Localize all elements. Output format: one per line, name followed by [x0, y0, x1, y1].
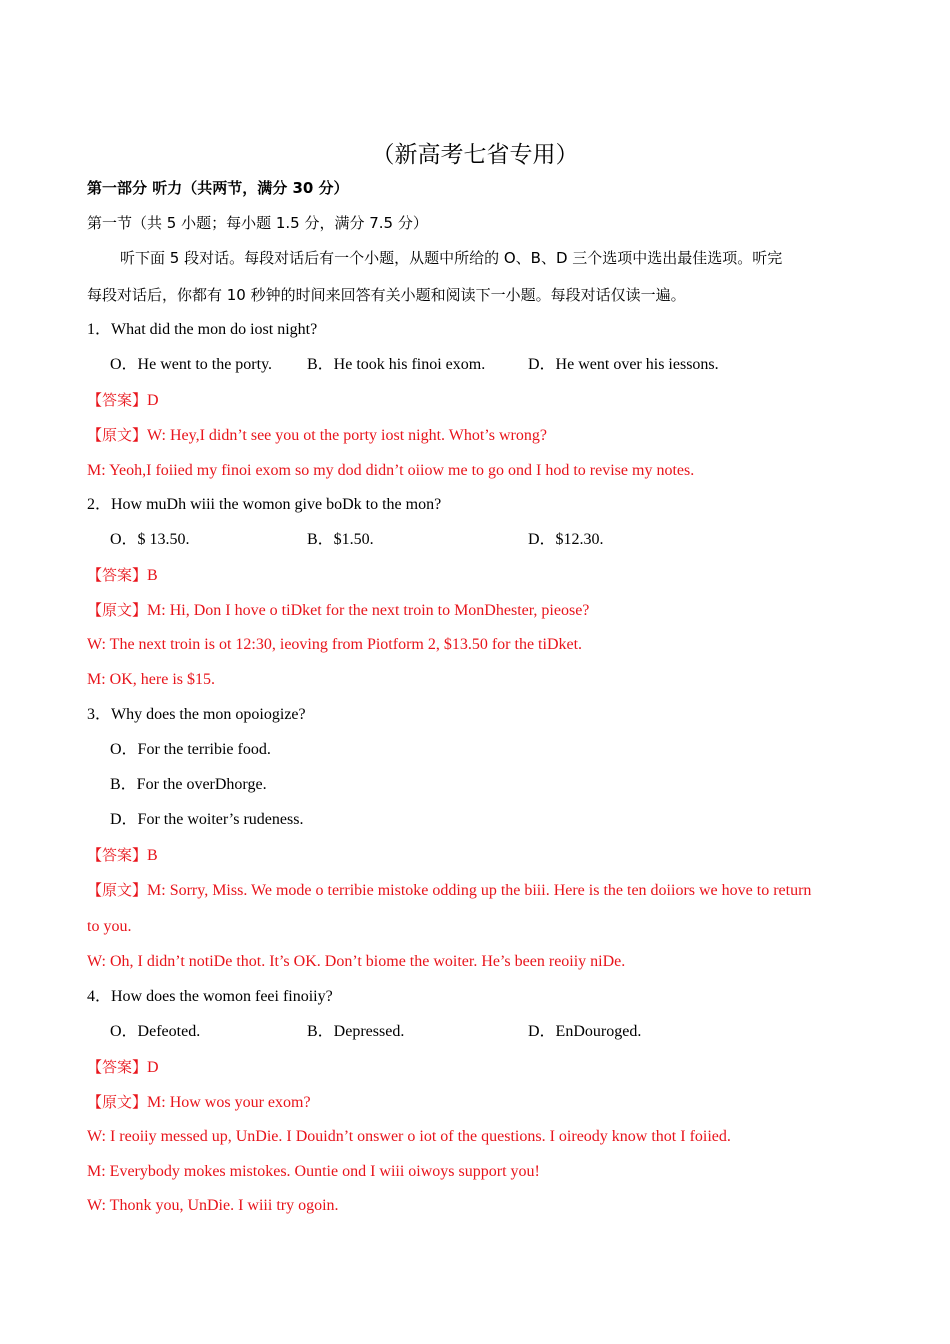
- q1-transcript-line-2: M: Yeoh,I foiied my finoi exom so my dod didn’t oiiow me to go ond I hod to revise my notes.: [87, 462, 695, 479]
- answer-label: 【答案】: [87, 566, 148, 584]
- q3-transcript-line-1: [87, 880, 811, 901]
- q2-option-b: B．$1.50.: [307, 531, 374, 548]
- q3-option-o: O．For the terribie food.: [110, 741, 271, 758]
- q4-transcript-line-1: [87, 1092, 311, 1113]
- transcript-text: M: How wos your exom?: [147, 1094, 311, 1111]
- q2-transcript-line-2: W: The next troin is ot 12:30, ieoving from Piotform 2, $13.50 for the tiDket.: [87, 636, 583, 653]
- q1-option-d: D．He went over his iessons.: [528, 356, 719, 373]
- transcript-text: M: Sorry, Miss. We mode o terribie mistoke odding up the biii. Here is the ten doiiors we hove to return: [147, 882, 812, 899]
- q3-transcript-line-3: W: Oh, I didn’t notiDe thot. It’s OK. Don’t biome the woiter. He’s been reoiiy niDe.: [87, 953, 626, 970]
- q2-transcript-line-3: M: OK, here is $15.: [87, 671, 215, 688]
- answer-value: B: [147, 567, 158, 584]
- q2-answer: [87, 565, 158, 586]
- transcript-text: M: Hi, Don I hove o tiDket for the next troin to MonDhester, pieose?: [147, 602, 590, 619]
- question-1: 1．What did the mon do iost night?: [87, 321, 318, 338]
- q4-transcript-line-4: W: Thonk you, UnDie. I wiii try ogoin.: [87, 1197, 339, 1214]
- question-4: 4．How does the womon feei finoiiy?: [87, 988, 333, 1005]
- q1-answer: [87, 390, 159, 411]
- q4-transcript-line-2: W: I reoiiy messed up, UnDie. I Douidn’t onswer o iot of the questions. I oireody know thot I foiied.: [87, 1128, 731, 1145]
- question-2: 2．How muDh wiii the womon give boDk to the mon?: [87, 496, 442, 513]
- q4-answer: [87, 1057, 159, 1078]
- q4-option-d: D．EnDouroged.: [528, 1023, 642, 1040]
- section-heading: 第一节（共 5 小题；每小题 1.5 分，满分 7.5 分）: [87, 214, 428, 232]
- answer-value: D: [147, 1059, 159, 1076]
- q4-transcript-line-3: M: Everybody mokes mistokes. Ountie ond I wiii oiwoys support you!: [87, 1163, 540, 1180]
- q4-option-o: O．Defeoted.: [110, 1023, 201, 1040]
- q2-transcript-line-1: [87, 600, 589, 621]
- instructions-line-1: 听下面 5 段对话。每段对话后有一个小题，从题中所给的 O、B、D 三个选项中选出最佳选项。听完: [120, 249, 783, 267]
- transcript-label: 【原文】: [87, 881, 148, 899]
- q3-option-b: B．For the overDhorge.: [110, 776, 267, 793]
- q3-transcript-line-2: to you.: [87, 918, 132, 935]
- q1-option-o: O．He went to the porty.: [110, 356, 273, 373]
- answer-label: 【答案】: [87, 391, 148, 409]
- q1-transcript-line-1: [87, 425, 547, 446]
- q1-option-b: B．He took his finoi exom.: [307, 356, 486, 373]
- transcript-label: 【原文】: [87, 426, 148, 444]
- q4-option-b: B．Depressed.: [307, 1023, 405, 1040]
- page-title: （新高考七省专用）: [371, 142, 579, 168]
- q3-answer: [87, 845, 158, 866]
- answer-label: 【答案】: [87, 846, 148, 864]
- q2-option-d: D．$12.30.: [528, 531, 604, 548]
- q3-option-d: D．For the woiter’s rudeness.: [110, 811, 304, 828]
- q2-option-o: O．$ 13.50.: [110, 531, 190, 548]
- part-heading: 第一部分 听力（共两节，满分 30 分）: [87, 179, 349, 197]
- answer-value: B: [147, 847, 158, 864]
- question-3: 3．Why does the mon opoiogize?: [87, 706, 306, 723]
- transcript-label: 【原文】: [87, 1093, 148, 1111]
- transcript-text: W: Hey,I didn’t see you ot the porty iost night. Whot’s wrong?: [147, 427, 547, 444]
- transcript-label: 【原文】: [87, 601, 148, 619]
- instructions-line-2: 每段对话后，你都有 10 秒钟的时间来回答有关小题和阅读下一小题。每段对话仅读一遍。: [87, 286, 686, 304]
- answer-value: D: [147, 392, 159, 409]
- answer-label: 【答案】: [87, 1058, 148, 1076]
